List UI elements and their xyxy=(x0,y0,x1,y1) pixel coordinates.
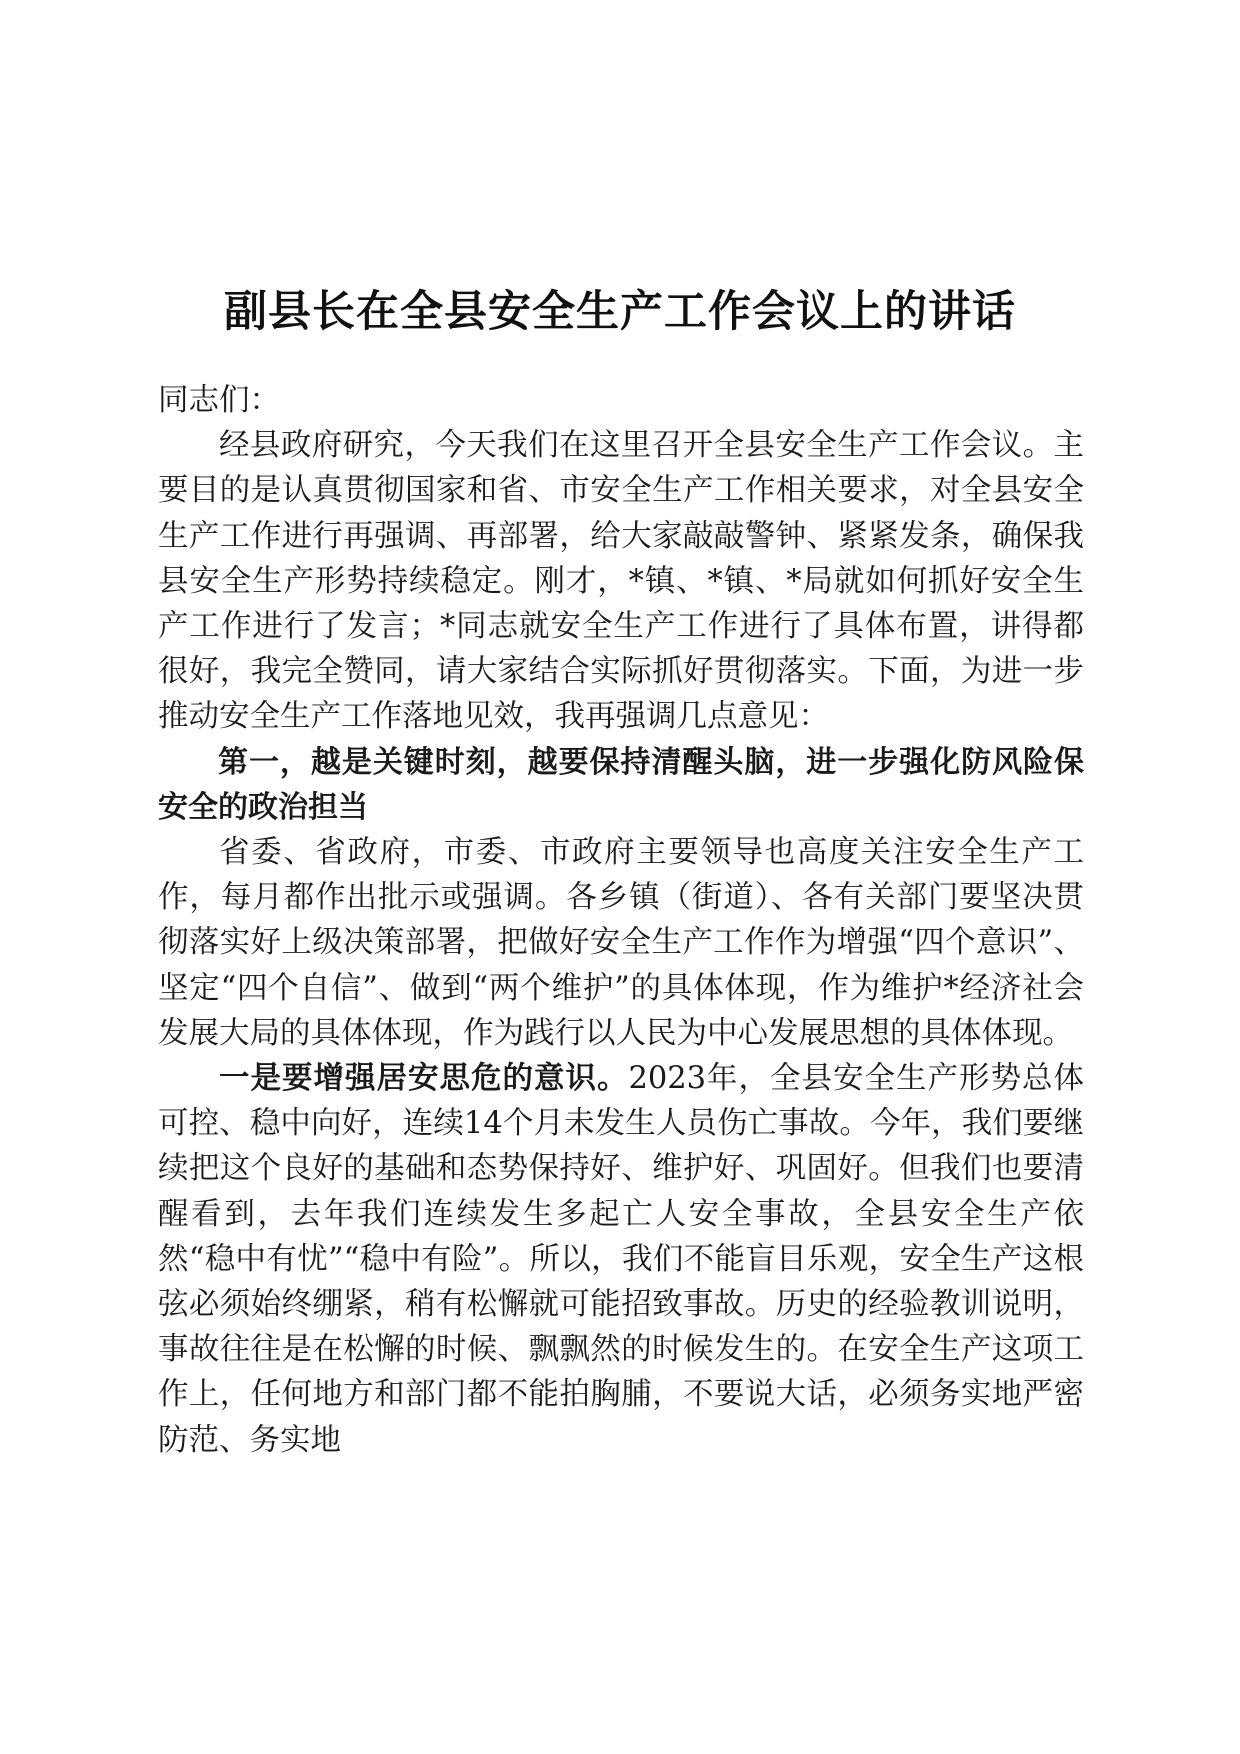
paragraph-lead-phrase: 一是要增强居安思危的意识。 xyxy=(219,1060,629,1097)
salutation: 同志们： xyxy=(158,383,280,418)
document-body xyxy=(158,378,1084,1463)
paragraph-intro: 经县政府研究，今天我们在这里召开全县安全生产工作会议。主要目的是认真贯彻国家和省、市安全生产工作相关要求，对全县安全生产工作进行再强调、再部署，给大家敲敲警钟、紧紧发条，确保我县安全生产形势持续稳定。刚才，*镇、*镇、*局就如何抓好安全生产工作进行了发言；*同志就安全生产工作进行了具体布置，讲得都很好，我完全赞同，请大家结合实际抓好贯彻落实。下面，为进一步推动安全生产工作落地见效，我再强调几点意见： xyxy=(158,428,1084,735)
paragraph-vigilance-body: 2023年，全县安全生产形势总体可控、稳中向好，连续14个月未发生人员伤亡事故。今年，我们要继续把这个良好的基础和态势保持好、维护好、巩固好。但我们也要清醒看到，去年我们连续发生多起亡人安全事故，全县安全生产依然“稳中有忧”“稳中有险”。所以，我们不能盲目乐观，安全生产这根弦必须始终绷紧，稍有松懈就可能招致事故。历史的经验教训说明，事故往往是在松懈的时候、飘飘然的时候发生的。在安全生产这项工作上，任何地方和部门都不能拍胸脯，不要说大话，必须务实地严密防范、务实地 xyxy=(158,1061,1084,1458)
section-heading-first: 第一，越是关键时刻，越要保持清醒头脑，进一步强化防风险保安全的政治担当 xyxy=(158,744,1084,825)
paragraph-political-responsibility: 省委、省政府，市委、市政府主要领导也高度关注安全生产工作，每月都作出批示或强调。各乡镇（街道）、各有关部门要坚决贯彻落实好上级决策部署，把做好安全生产工作作为增强“四个意识”、坚定“四个自信”、做到“两个维护”的具体体现，作为维护*经济社会发展大局的具体体现，作为践行以人民为中心发展思想的具体体现。 xyxy=(158,835,1084,1051)
document-title: 副县长在全县安全生产工作会议上的讲话 xyxy=(224,286,1016,337)
paragraph-vigilance xyxy=(158,1056,1084,1463)
